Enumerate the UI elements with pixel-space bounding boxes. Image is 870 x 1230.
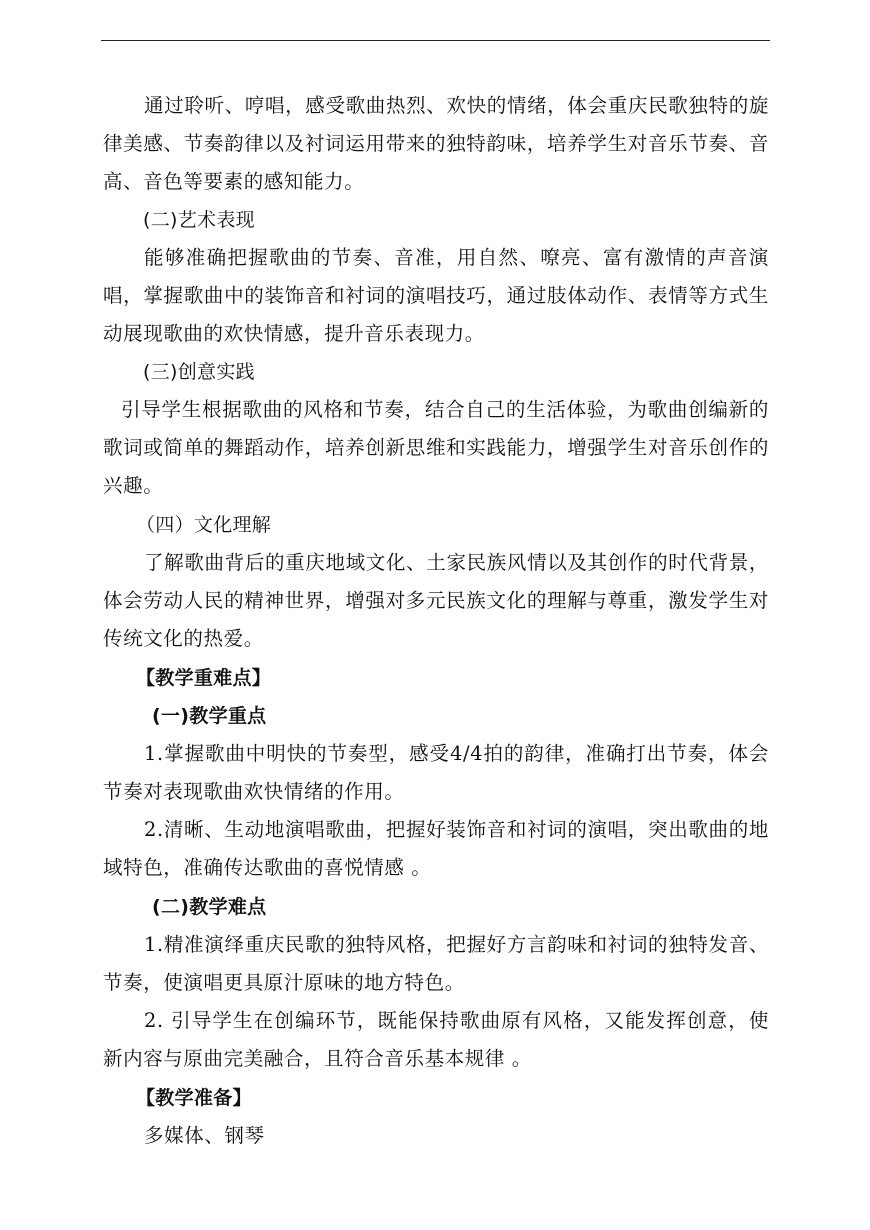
heading-teaching-focus: (一)教学重点 [152, 705, 267, 727]
heading-creative-practice: (三)创意实践 [143, 361, 255, 383]
heading-teaching-difficulty: (二)教学难点 [152, 896, 267, 918]
paragraph-cultural-understanding: 了解歌曲背后的重庆地域文化、土家民族风情以及其创作的时代背景，体会劳动人民的精神世界，增强对多元民族文化的理解与尊重，激发学生对传统文化的热爱。 [103, 551, 769, 650]
paragraph-focus-1: 1.掌握歌曲中明快的节奏型，感受4/4拍的韵律，准确打出节奏，体会节奏对表现歌曲欢快情绪的作用。 [103, 742, 769, 803]
heading-artistic-expression: (二)艺术表现 [143, 209, 255, 231]
paragraph-preparation: 多媒体、钢琴 [144, 1124, 265, 1147]
paragraph-creative-practice: 引导学生根据歌曲的风格和节奏，结合自己的生活体验，为歌曲创编新的歌词或简单的舞蹈动作，培养创新思维和实践能力，增强学生对音乐创作的兴趣。 [103, 398, 769, 497]
heading-cultural-understanding: （四）文化理解 [136, 514, 272, 536]
paragraph-aesthetic-perception: 通过聆听、哼唱，感受歌曲热烈、欢快的情绪，体会重庆民歌独特的旋律美感、节奏韵律以及衬词运用带来的独特韵味，培养学生对音乐节奏、音高、音色等要素的感知能力。 [103, 94, 769, 193]
page-header-rule [101, 40, 770, 41]
heading-teaching-preparation: 【教学准备】 [136, 1087, 252, 1109]
paragraph-difficulty-1: 1.精准演绎重庆民歌的独特风格，把握好方言韵味和衬词的独特发音、节奏，使演唱更具原汁原味的地方特色。 [103, 933, 769, 994]
heading-key-difficult-points: 【教学重难点】 [136, 667, 272, 689]
paragraph-focus-2: 2.清晰、生动地演唱歌曲，把握好装饰音和衬词的演唱，突出歌曲的地域特色，准确传达歌曲的喜悦情感 。 [103, 818, 769, 879]
paragraph-artistic-expression: 能够准确把握歌曲的节奏、音准，用自然、嘹亮、富有激情的声音演唱，掌握歌曲中的装饰音和衬词的演唱技巧，通过肢体动作、表情等方式生动展现歌曲的欢快情感，提升音乐表现力。 [103, 246, 769, 345]
paragraph-difficulty-2: 2. 引导学生在创编环节，既能保持歌曲原有风格，又能发挥创意，使新内容与原曲完美融合，且符合音乐基本规律 。 [103, 1009, 769, 1070]
document-body [103, 87, 769, 1155]
